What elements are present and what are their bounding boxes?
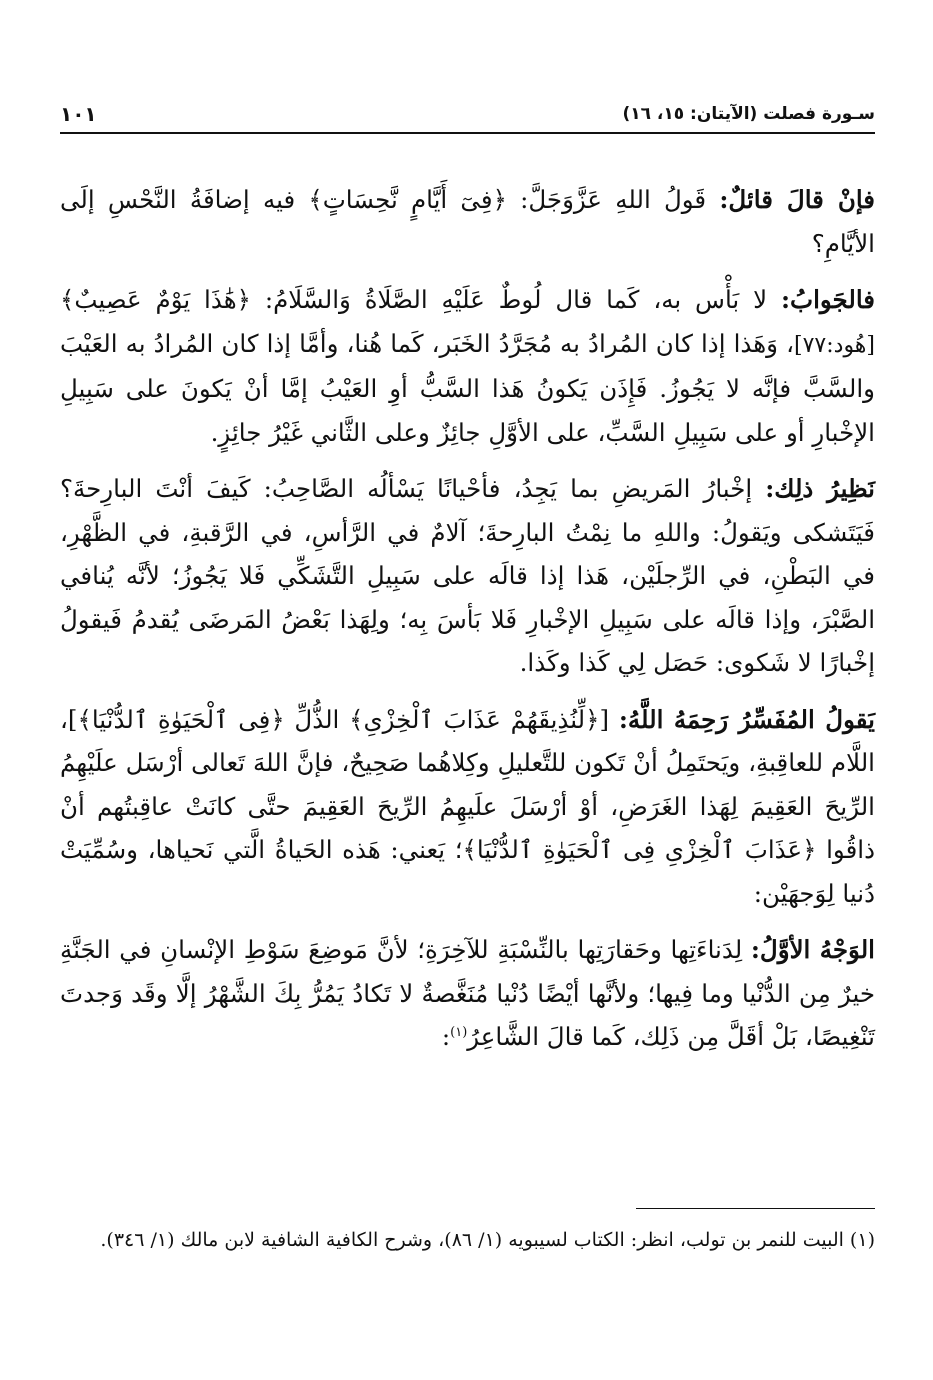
footnote-rule xyxy=(636,1208,875,1209)
main-text xyxy=(60,178,875,1072)
paragraph-example xyxy=(60,467,875,685)
running-title: سـورة فصلت (الآيتان: ١٥، ١٦) xyxy=(622,104,875,124)
paragraph-text: ، وَهَذا إذا كان المُرادُ به مُجَرَّدُ الخَبَر، كَما هُنا، وأمَّا إذا كان المُرادُ به العَيْبَ والسَّبَّ فإنَّه لا يَجُوزُ. فَإِذَن يَكونُ هَذا السَّبُّ أوِ العَيْبُ إمَّا أنْ يَكونَ على سَبِيلِ الإخْبارِ أو على سَبِيلِ السَّبِّ، على الأوَّلِ جائِزٌ وعلى الثَّاني غَيْرُ جائِزٍ. xyxy=(60,328,875,447)
paragraph-text: قَولُ اللهِ عَزَّوَجَلَّ: ﴿فِىٓ أَيَّامٍ نَّحِسَاتٍ﴾ فيه إضافَةُ النَّحْسِ إلَى الأيَّامِ؟ xyxy=(60,185,875,258)
verse-reference: [هُود:٧٧] xyxy=(794,332,875,358)
paragraph-lead: فالجَوابُ: xyxy=(780,285,875,314)
paragraph-lead: الوَجْهُ الأوَّلُ: xyxy=(750,935,875,964)
page-header xyxy=(60,100,875,134)
paragraph-lead: نَظِيرُ ذلِك: xyxy=(765,474,875,503)
paragraph-question xyxy=(60,178,875,265)
paragraph-text: لا بَأْس به، كَما قال لُوطٌ عَلَيْهِ الصَّلَاةُ وَالسَّلَامُ: ﴿هَٰذَا يَوْمٌ عَصِيبٌ﴾ xyxy=(60,285,781,314)
paragraph-commentary xyxy=(60,698,875,916)
paragraph-tail: : xyxy=(441,1022,451,1051)
paragraph-text: [﴿لِّنُذِيقَهُمْ عَذَابَ ٱلْخِزْىِ﴾ الذُّلِّ ﴿فِى ٱلْحَيَوٰةِ ٱلدُّنْيَا﴾]، اللَّام للعاقِبةِ، ويَحتَمِلُ أنْ تَكون للتَّعليلِ وكِلاهُما صَحِيحٌ، فإنَّ اللهَ تَعالى أرْسَل علَيْهِمُ الرِّيحَ العَقِيمَ لِهَذا الغَرَضِ، أوْ أرْسَلَ علَيهِمُ الرِّيحَ العَقِيمَ حتَّى كانَتْ عاقِبتُهم أنْ ذاقُوا ﴿عَذَابَ ٱلْخِزْىِ فِى ٱلْحَيَوٰةِ ٱلدُّنْيَا﴾؛ يَعني: هَذه الحَياةُ الَّتي نَحياها، وسُمِّيَتْ دُنيا لِوَجهَيْن: xyxy=(60,704,875,908)
paragraph-answer xyxy=(60,278,875,454)
paragraph-text: لِدَناءَتِها وحَقارَتِها بالنِّسْبَةِ للآخِرَةِ؛ لأنَّ مَوضِعَ سَوْطِ الإنْسانِ في الجَنَّةِ خيرٌ مِن الدُّنْيا وما فِيها؛ ولأنَّها أيْضًا دُنْيا مُنَغَّصةٌ لا تَكادُ يَمُرُّ بِكَ الشَّهْرُ إلَّا وقَد وَجدتَ تَنْغِيصًا، بَلْ أقَلَّ مِن ذَلِك، كَما قالَ الشَّاعِرُ xyxy=(60,935,875,1051)
footnote: (١) البيت للنمر بن تولب، انظر: الكتاب لسيبويه (١/ ٨٦)، وشرح الكافية الشافية لابن مالك (١/ ٣٤٦). xyxy=(100,1229,875,1251)
header-rule xyxy=(60,132,875,134)
paragraph-lead: يَقولُ المُفَسِّرُ رَحِمَهُ اللَّهُ: xyxy=(618,704,875,734)
page-number: ١٠١ xyxy=(60,102,97,126)
footnote-marker[interactable]: (١) xyxy=(450,1024,468,1040)
paragraph-text: إخْبارُ المَريضِ بما يَجِدُ، فأحْيانًا يَسْألُه الصَّاحِبُ: كَيفَ أنْتَ البارِحةَ؟ فَيَتَشكى ويَقولُ: واللهِ ما نِمْتُ البارِحةَ؛ آلامٌ في الرَّأسِ، في الرَّقبةِ، في الظَّهْرِ، في البَطْنِ، في الرِّجلَيْن، هَذا إذا قالَه على سَبِيلِ التَّشَكِّي فَلا يَجُوزُ؛ لأنَّه يُنافي الصَّبْرَ، وإذا قالَه على سَبِيلِ الإخْبارِ فَلا بَأسَ بِه؛ ولِهَذا بَعْضُ المَرضَى يُقدمُ فَيقولُ إخْبارًا لا شَكوى: حَصَل لِي كَذا وكَذا. xyxy=(60,474,875,677)
paragraph-first-aspect xyxy=(60,928,875,1059)
paragraph-lead: فإنْ قالَ قائلٌ: xyxy=(719,185,875,214)
